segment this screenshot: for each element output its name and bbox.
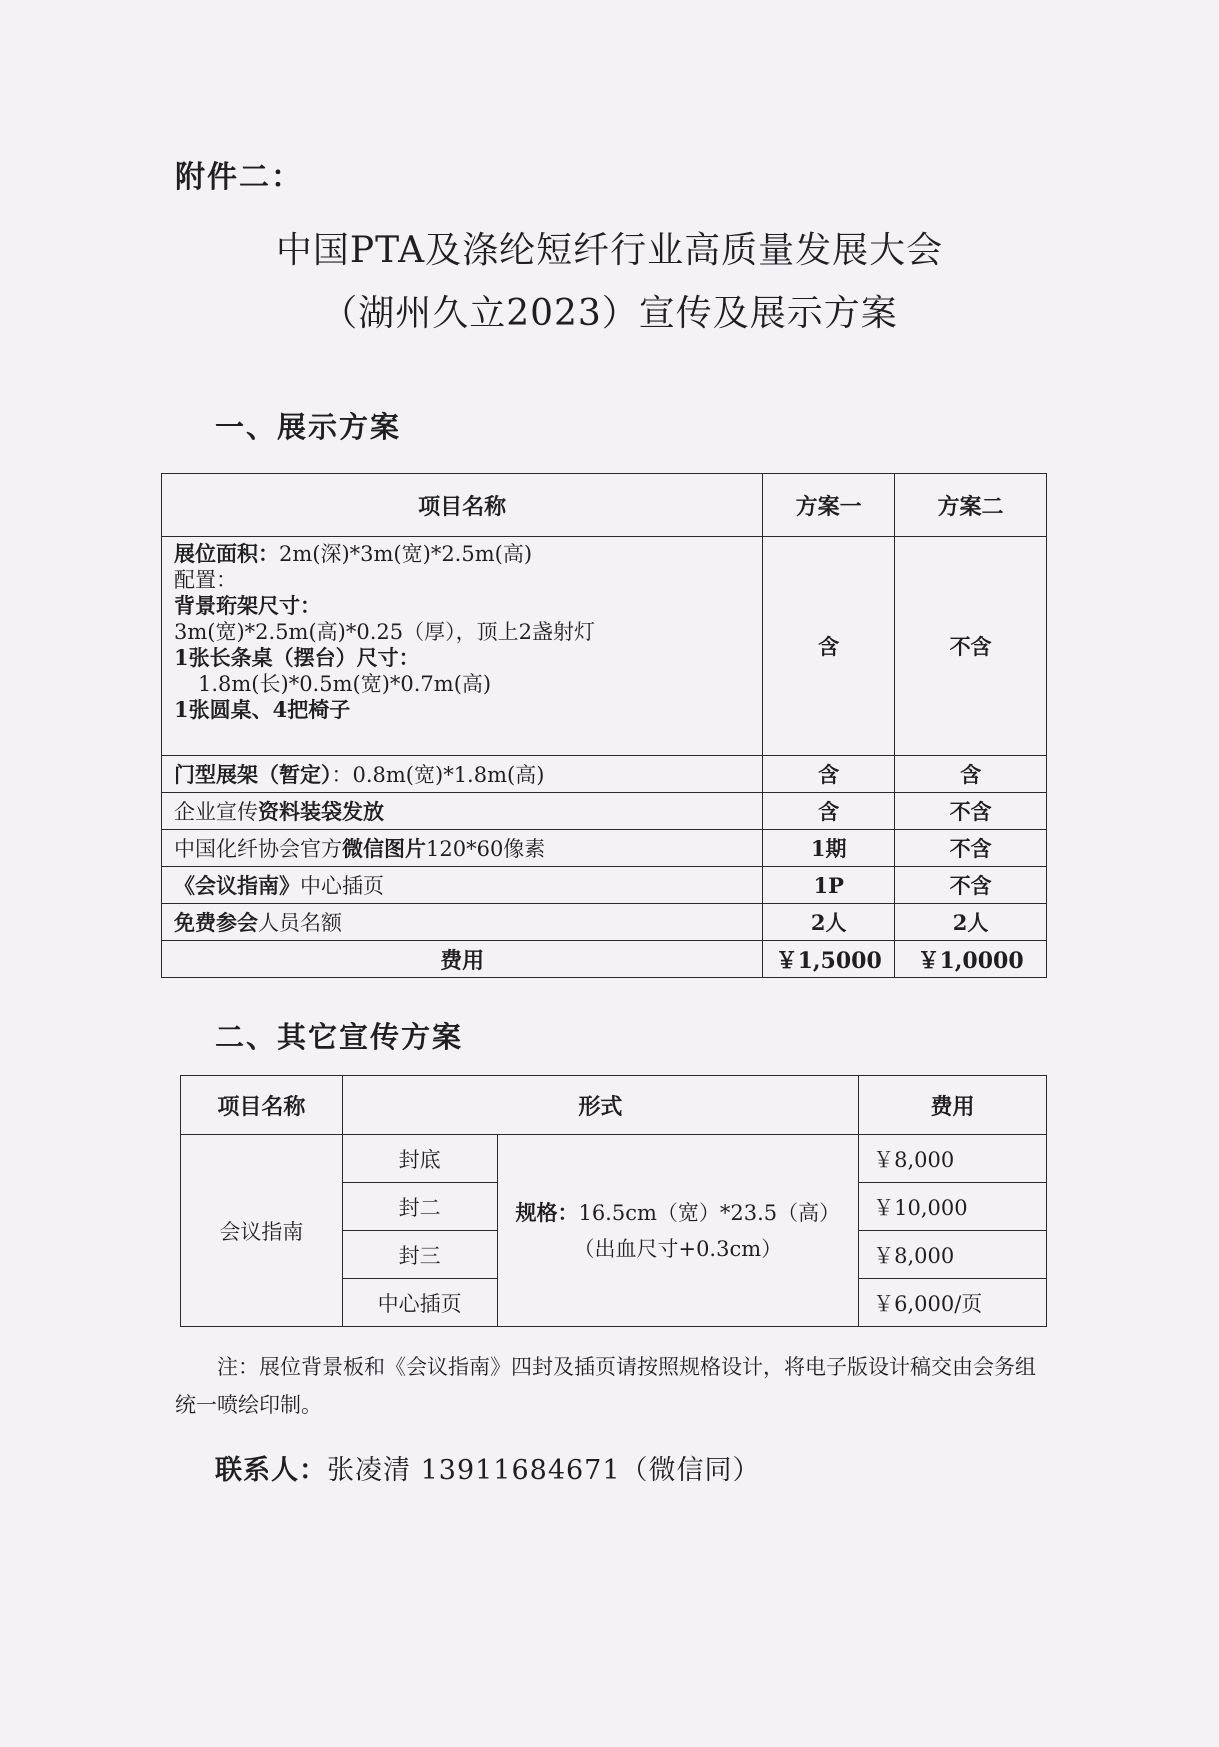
fee-plan1: ￥1,5000: [763, 941, 895, 978]
long-table-label: 1张长条桌（摆台）尺寸：: [174, 645, 420, 670]
row-plain-text: ：0.8m(宽)*1.8m(高): [331, 763, 545, 787]
note-text: 注：展位背景板和《会议指南》四封及插页请按照规格设计，将电子版设计稿交由会务组统一喷绘印制。: [175, 1355, 1036, 1417]
row-plan1: 1P: [763, 867, 895, 904]
row-plain-text: 人员名额: [258, 911, 342, 935]
header-form: 形式: [342, 1076, 858, 1135]
price-cell: ￥8,000: [859, 1135, 1047, 1183]
row-bold-text: 免费参会: [174, 910, 258, 935]
row-bold-text: 《会议指南》: [174, 873, 300, 898]
table-header-row: [181, 1076, 1047, 1135]
row-plan2: 2人: [895, 904, 1047, 941]
fee-label: 费用: [162, 941, 763, 978]
chairs-text: 1张圆桌、4把椅子: [174, 697, 351, 722]
truss-label: 背景珩架尺寸：: [174, 593, 321, 618]
booth-plan2: 不含: [895, 537, 1047, 756]
row-plan2: 不含: [895, 793, 1047, 830]
section1-heading: 一、展示方案: [215, 410, 402, 444]
other-promotion-table: [180, 1075, 1047, 1327]
spec-note: （出血尺寸+0.3cm）: [573, 1236, 783, 1261]
section2-heading: 二、其它宣传方案: [215, 1020, 464, 1054]
header-fee: 费用: [859, 1076, 1047, 1135]
spec-label: 规格：: [515, 1199, 579, 1225]
title-line-2: （湖州久立2023）宣传及展示方案: [321, 293, 898, 334]
form-cell: 封二: [342, 1183, 497, 1231]
booth-config-label: 配置：: [174, 568, 237, 592]
price-cell: ￥8,000: [859, 1231, 1047, 1279]
booth-area-value: 2m(深)*3m(宽)*2.5m(高): [279, 542, 533, 566]
row-plan2: 含: [895, 756, 1047, 793]
table-row: [162, 867, 1047, 904]
row-plan2: 不含: [895, 830, 1047, 867]
price-cell: ￥6,000/页: [859, 1279, 1047, 1327]
price-cell: ￥10,000: [859, 1183, 1047, 1231]
header-item-name: 项目名称: [162, 474, 763, 537]
form-cell: 封三: [342, 1231, 497, 1279]
table-row: [162, 793, 1047, 830]
booth-area-label: 展位面积：: [174, 541, 279, 566]
form-cell: 中心插页: [342, 1279, 497, 1327]
title-line-1: 中国PTA及涤纶短纤行业高质量发展大会: [275, 230, 944, 271]
table-row: [162, 904, 1047, 941]
exhibition-plan-table: [161, 473, 1047, 978]
booth-plan1: 含: [763, 537, 895, 756]
row-plain-text-2: 120*60像素: [426, 837, 546, 861]
spec-cell: [497, 1135, 859, 1327]
row-bold-text: 资料装袋发放: [258, 799, 384, 824]
row-plain-text: 中心插页: [300, 874, 384, 898]
row-bold-text: 门型展架（暂定）: [174, 762, 332, 787]
contact-label: 联系人：: [215, 1455, 327, 1486]
form-cell: 封底: [342, 1135, 497, 1183]
row-plan1: 含: [763, 756, 895, 793]
header-plan2: 方案二: [895, 474, 1047, 537]
table-row: [162, 756, 1047, 793]
contact-line: [215, 1448, 761, 1487]
table-row: [181, 1135, 1047, 1183]
row-plan1: 1期: [763, 830, 895, 867]
table-row: [162, 830, 1047, 867]
contact-value: 张凌清 13911684671（微信同）: [327, 1455, 761, 1486]
long-table-value: 1.8m(长)*0.5m(宽)*0.7m(高): [198, 672, 492, 696]
row-plan1: 2人: [763, 904, 895, 941]
fee-plan2: ￥1,0000: [895, 941, 1047, 978]
spec-value: 16.5cm（宽）*23.5（高）: [578, 1200, 841, 1225]
attachment-label: 附件二：: [175, 160, 303, 195]
fee-row: [162, 941, 1047, 978]
row-plan2: 不含: [895, 867, 1047, 904]
truss-value: 3m(宽)*2.5m(高)*0.25（厚），顶上2盏射灯: [174, 620, 595, 644]
item-meeting-guide: 会议指南: [181, 1135, 343, 1327]
header-item-name: 项目名称: [181, 1076, 343, 1135]
row-plain-text: 中国化纤协会官方: [174, 837, 342, 861]
row-bold-text: 微信图片: [342, 836, 426, 861]
header-plan1: 方案一: [763, 474, 895, 537]
row-plan1: 含: [763, 793, 895, 830]
row-plain-text: 企业宣传: [174, 800, 258, 824]
booth-description: [162, 537, 763, 756]
table-row-booth: [162, 537, 1047, 756]
table-header-row: [162, 474, 1047, 537]
